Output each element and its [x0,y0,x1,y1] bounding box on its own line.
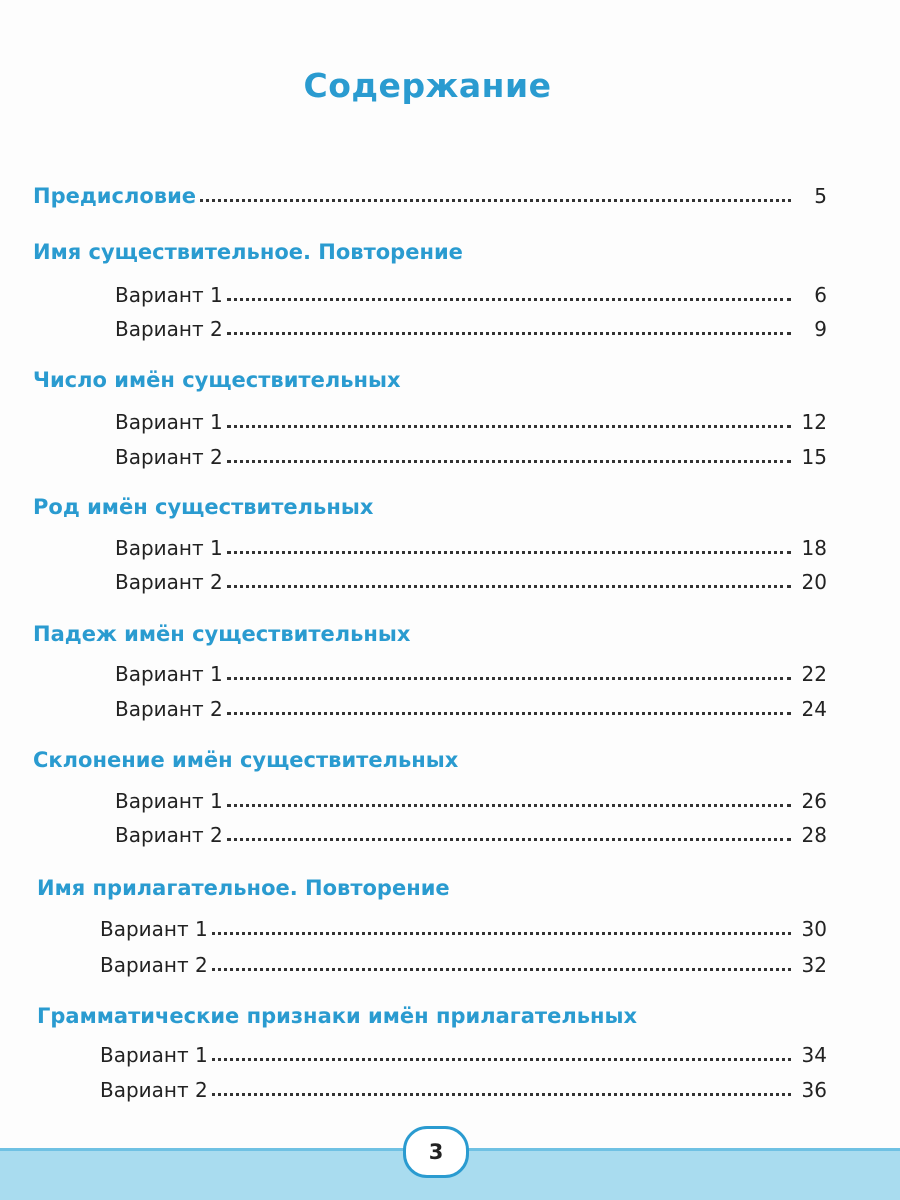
toc-entry [100,1078,827,1102]
page-title: Содержание [303,66,552,105]
leader-dots [227,838,791,841]
section-heading: Склонение имён существительных [33,748,459,772]
section-heading: Имя существительное. Повторение [33,240,463,264]
page-number: 24 [801,697,827,721]
toc-entry [100,917,827,941]
page-number: 9 [814,317,827,341]
entry-label: Вариант 2 [115,445,223,469]
leader-dots [200,199,791,202]
toc-entry [100,953,827,977]
leader-dots [227,332,791,335]
toc-entry [115,283,827,307]
leader-dots [227,460,791,463]
leader-dots [227,804,791,807]
entry-label: Вариант 2 [100,953,208,977]
toc-entry [115,410,827,434]
page-number: 20 [801,570,827,594]
toc-entry [115,697,827,721]
toc-entry [115,536,827,560]
toc-entry [100,1043,827,1067]
entry-label: Вариант 1 [100,917,208,941]
toc-entry [115,662,827,686]
page-number: 30 [801,917,827,941]
section-heading: Род имён существительных [33,495,374,519]
entry-label: Вариант 1 [100,1043,208,1067]
section-heading: Падеж имён существительных [33,622,411,646]
section-heading: Предисловие [33,184,197,208]
leader-dots [227,425,791,428]
page-number: 26 [801,789,827,813]
entry-label: Вариант 2 [100,1078,208,1102]
leader-dots [212,968,791,971]
page-number: 12 [801,410,827,434]
entry-label: Вариант 1 [115,410,223,434]
leader-dots [212,932,791,935]
toc-entry [115,789,827,813]
page-number: 6 [814,283,827,307]
leader-dots [212,1093,791,1096]
page-number: 28 [801,823,827,847]
entry-label: Вариант 2 [115,697,223,721]
entry-label: Вариант 1 [115,662,223,686]
leader-dots [212,1058,791,1061]
entry-label: Вариант 1 [115,789,223,813]
section-heading: Имя прилагательное. Повторение [37,876,450,900]
page-number: 32 [801,953,827,977]
page-number: 5 [814,184,827,208]
page-number-badge: 3 [403,1126,469,1178]
page-number: 34 [801,1043,827,1067]
page-number: 36 [801,1078,827,1102]
entry-label: Вариант 1 [115,283,223,307]
entry-label: Вариант 2 [115,823,223,847]
leader-dots [227,585,791,588]
page-number: 22 [801,662,827,686]
entry-label: Вариант 2 [115,570,223,594]
section-heading: Грамматические признаки имён прилагательных [37,1004,638,1028]
leader-dots [227,298,791,301]
leader-dots [227,712,791,715]
toc-entry [115,445,827,469]
page-number: 15 [801,445,827,469]
page-number: 18 [801,536,827,560]
entry-label: Вариант 1 [115,536,223,560]
section-heading: Число имён существительных [33,368,401,392]
leader-dots [227,677,791,680]
entry-label: Вариант 2 [115,317,223,341]
toc-entry [115,570,827,594]
toc-entry [115,317,827,341]
leader-dots [227,551,791,554]
toc-entry [115,823,827,847]
toc-entry-preface [33,184,827,208]
